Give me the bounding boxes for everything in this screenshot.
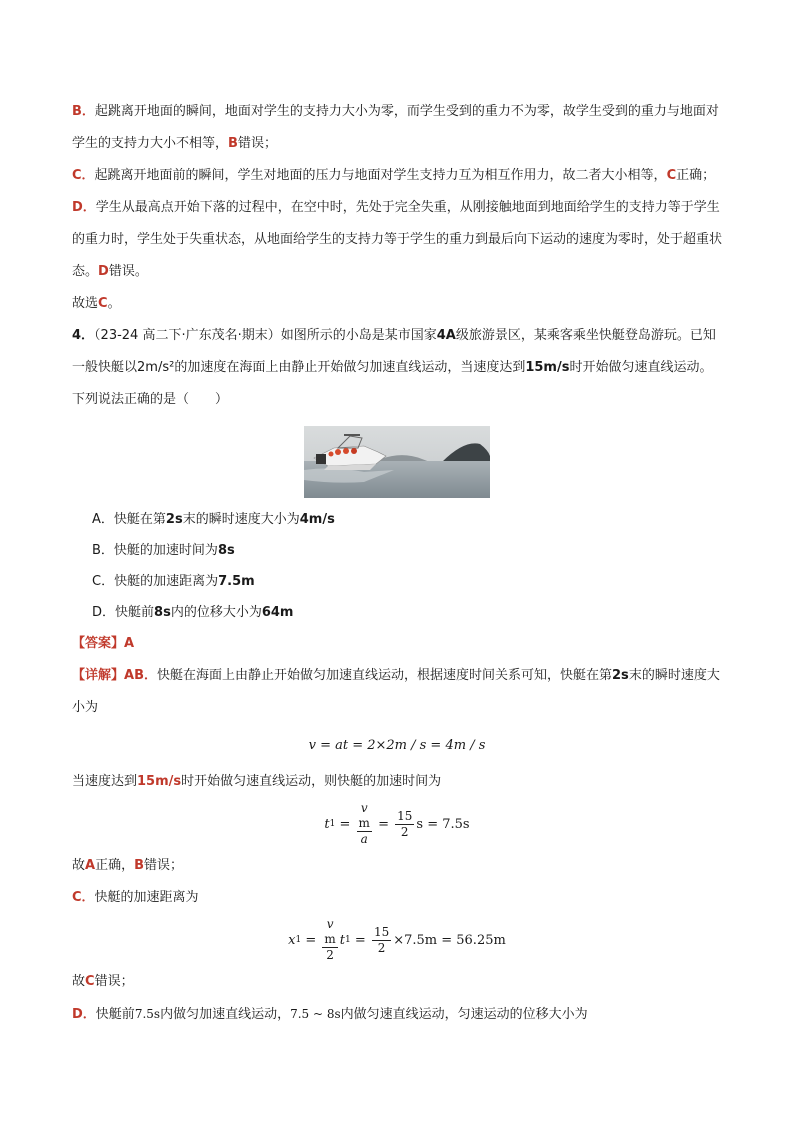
- fraction-vm-over-2: v m 2: [324, 917, 336, 962]
- speedboat-photo: [304, 426, 490, 498]
- fraction-15-over-2-b: $\frac{15}{2}$: [373, 924, 390, 955]
- question-4: 4．（23-24 高二下·广东茂名·期末）如图所示的小岛是某市国家4A级旅游景区，某乘客乘坐快艇登岛游玩。已知一般快艇以2m/s²的加速度在海面上由静止开始做匀加速直线运动，当速度达到15m/s时开始做匀速直线运动。下列说法正确的是（ ）: [72, 328, 716, 407]
- speedboat-island-illustration: [304, 426, 490, 498]
- explanation-c: C．起跳离开地面前的瞬间，学生对地面的压力与地面对学生支持力互为相互作用力，故二者大小相等，C正确；: [72, 168, 716, 183]
- fraction-15-over-2: $\frac{15}{2}$: [397, 808, 413, 839]
- detail-ab: 【详解】AB．快艇在海面上由静止开始做匀加速直线运动，根据速度时间关系可知，快艇在第2s末的瞬时速度大小为: [72, 668, 720, 715]
- detail-c-result: 故C错误；: [72, 974, 134, 989]
- detail-ab-result: 故A正确，B错误；: [72, 858, 184, 873]
- explanation-d: D．学生从最高点开始下落的过程中，在空中时，先处于完全失重，从刚接触地面到地面给学生的支持力等于学生的重力时，学生处于失重状态，从地面给学生的支持力等于学生的重力到最后向下运动的速度为零时，处于超重状态。D错误。: [72, 200, 723, 279]
- detail-d: D．快艇前7.5s内做匀加速直线运动，7.5 ~ 8s内做匀速直线运动，匀速运动的位移大小为: [72, 1007, 588, 1022]
- option-list: [72, 504, 722, 628]
- conclusion: 故选C。: [72, 296, 121, 311]
- option-a[interactable]: A．快艇在第2s末的瞬时速度大小为4m/s: [92, 512, 335, 527]
- equation-velocity: v = at = 2×2m / s = 4m / s: [308, 737, 486, 753]
- fraction-vm-over-a: v m a: [358, 801, 370, 846]
- option-d[interactable]: D．快艇前8s内的位移大小为64m: [92, 605, 294, 620]
- document-page: [72, 96, 722, 1031]
- explanation-b: B．起跳离开地面的瞬间，地面对学生的支持力大小为零，而学生受到的重力不为零，故学生受到的重力与地面对学生的支持力大小不相等，B错误；: [72, 104, 719, 151]
- detail-ab-2: 当速度达到15m/s时开始做匀速直线运动，则快艇的加速时间为: [72, 774, 442, 789]
- detail-c: C．快艇的加速距离为: [72, 890, 199, 905]
- equation-time: t 1 = v m a = $\frac{15}{2}$ s = 7.5s: [324, 801, 470, 846]
- equation-distance: x 1 = v m 2 t 1 = $\frac{15}{2}$ ×7.5m = 56.25m: [288, 917, 506, 962]
- answer-line: 【答案】A: [72, 636, 135, 651]
- option-b[interactable]: B．快艇的加速时间为8s: [92, 543, 235, 558]
- option-c[interactable]: C．快艇的加速距离为7.5m: [92, 574, 255, 589]
